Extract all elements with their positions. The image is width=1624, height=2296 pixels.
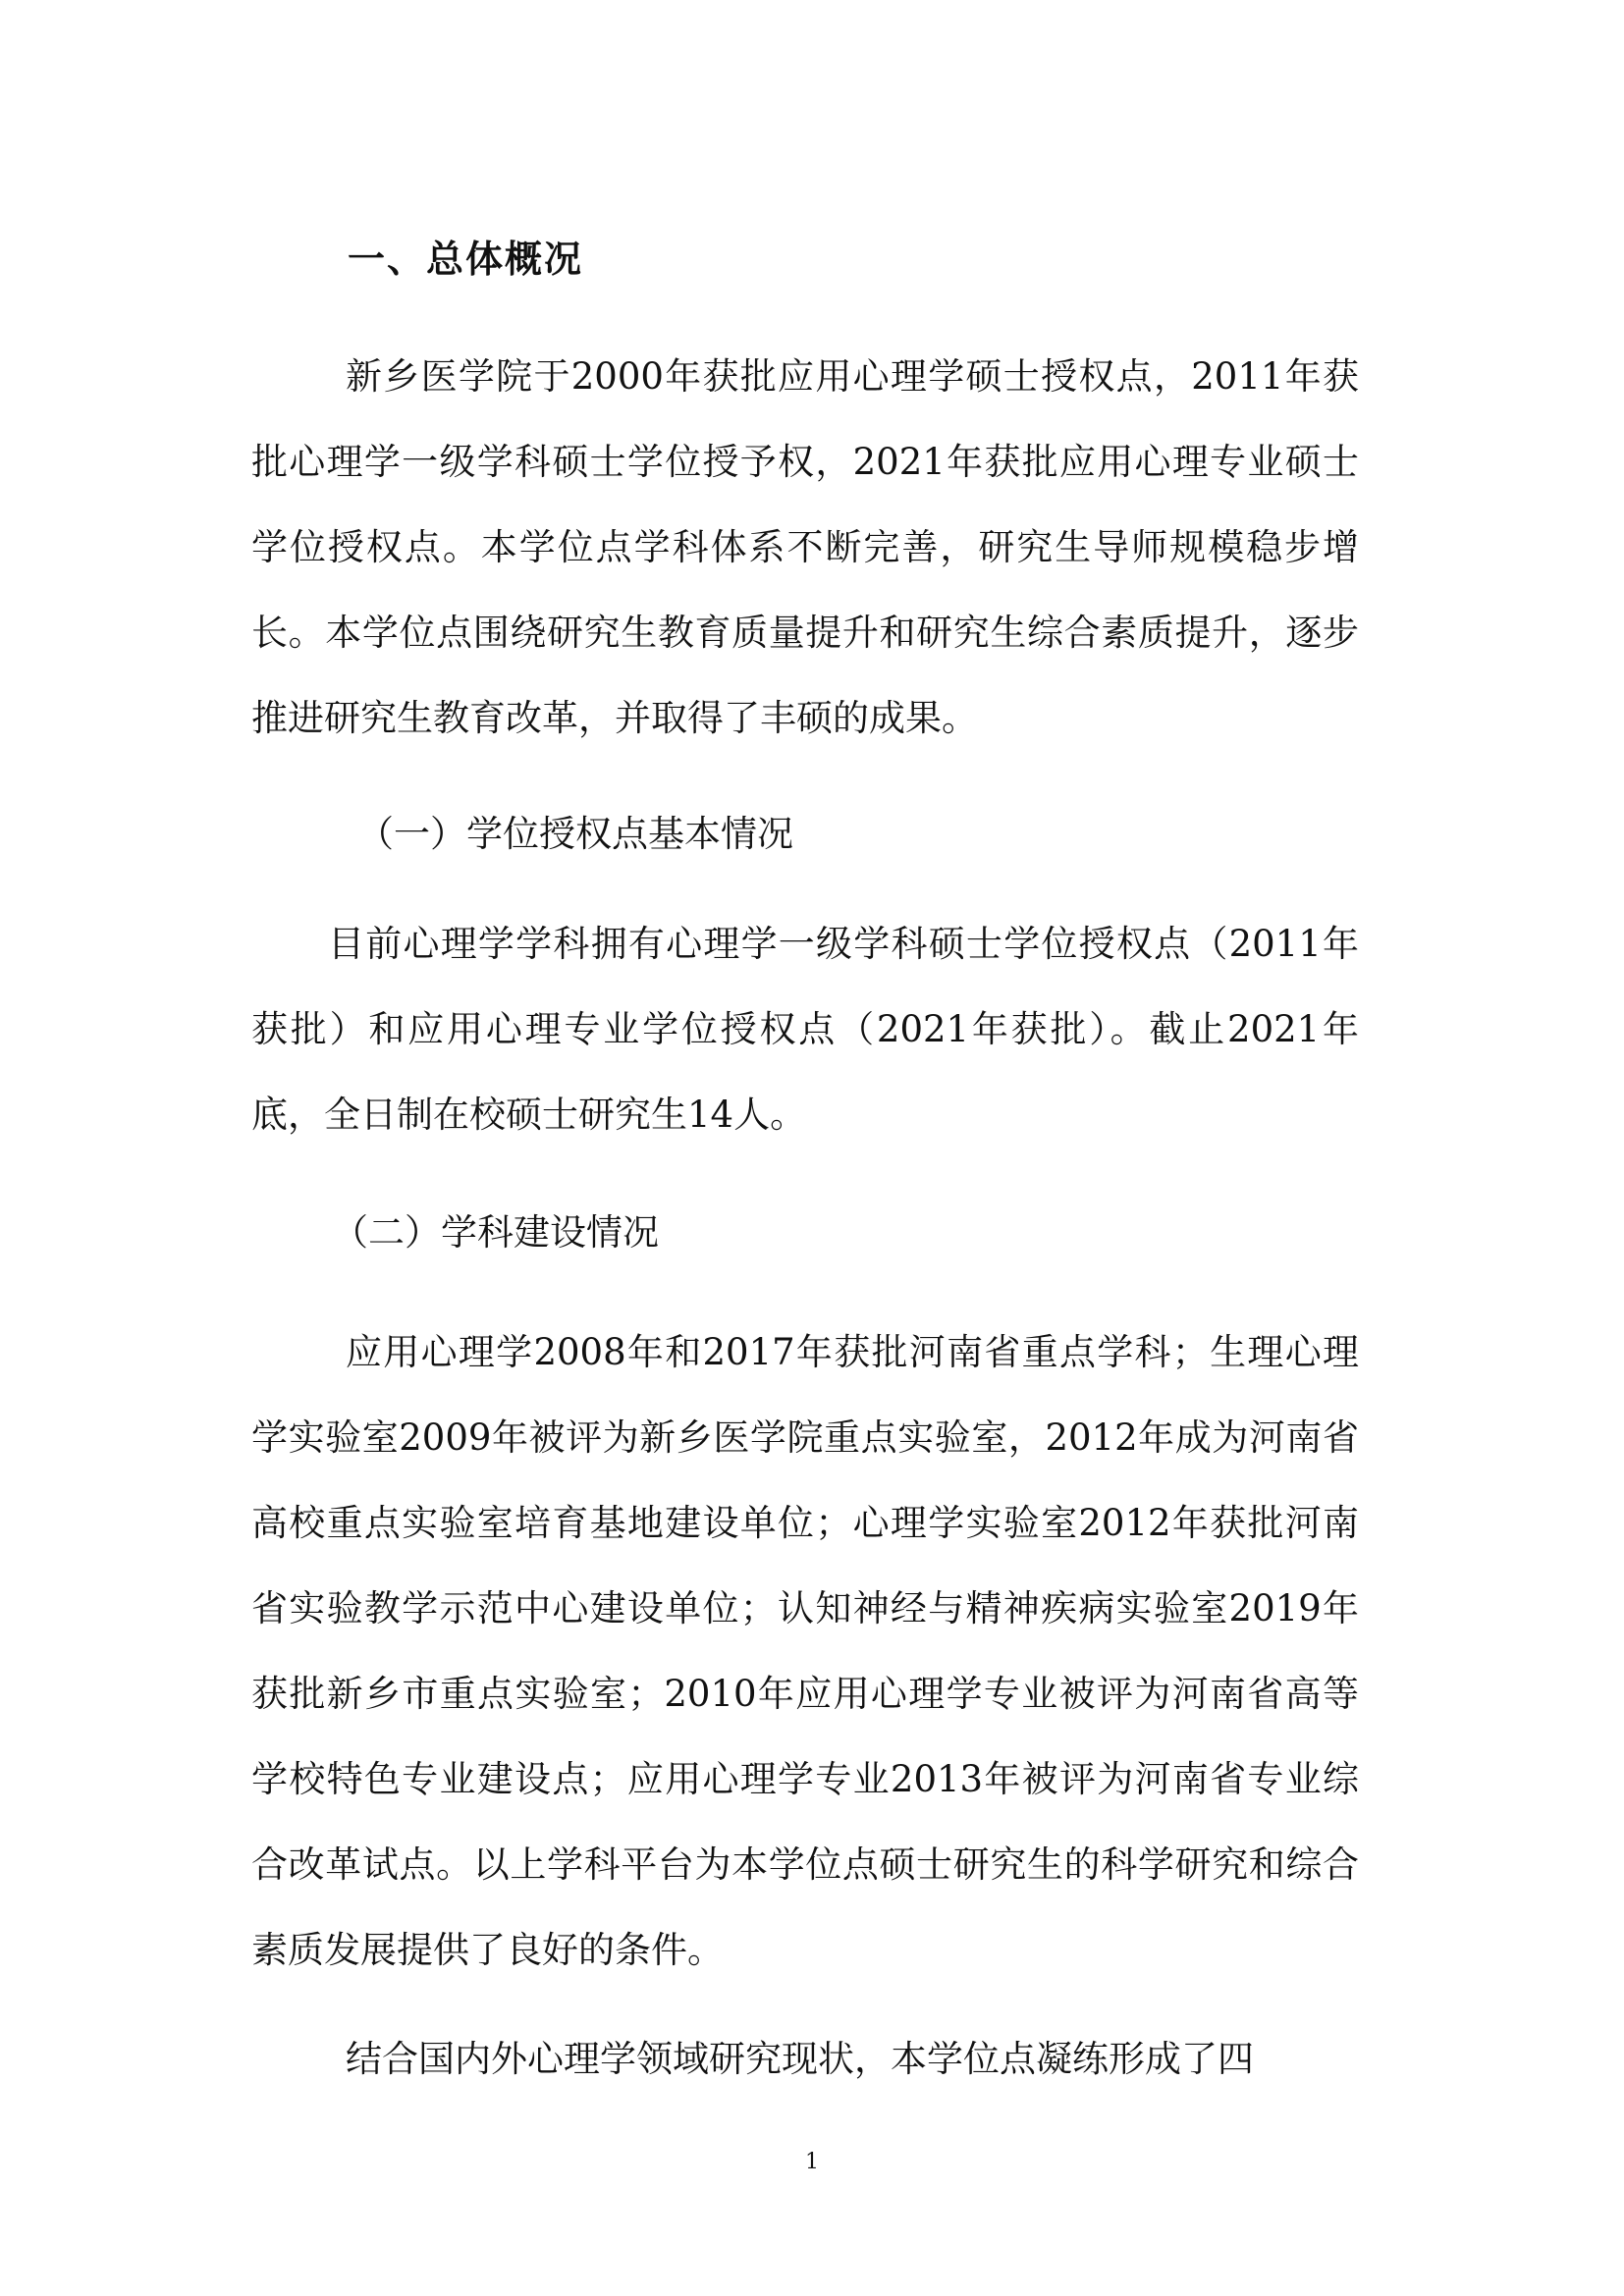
paragraph-discipline-construction: 应用心理学2008年和2017年获批河南省重点学科；生理心理学实验室2009年被评为新乡医学院重点实验室，2012年成为河南省高校重点实验室培育基地建设单位；心理学实验室2012年获批河南省实验教学示范中心建设单位；认知神经与精神疾病实验室2019年获批新乡市重点实验室；2010年应用心理学专业被评为河南省高等学校特色专业建设点；应用心理学专业2013年被评为河南省专业综合改革试点。以上学科平台为本学位点硕士研究生的科学研究和综合素质发展提供了良好的条件。 <box>251 1331 1359 1971</box>
paragraph-degree-authorization: 目前心理学学科拥有心理学一级学科硕士学位授权点（2011年获批）和应用心理专业学位授权点（2021年获批）。截止2021年底，全日制在校硕士研究生14人。 <box>251 923 1359 1136</box>
subheading-degree-authorization: （一）学位授权点基本情况 <box>357 813 793 855</box>
page-number: 1 <box>805 2150 819 2174</box>
paragraph-overview: 新乡医学院于2000年获批应用心理学硕士授权点，2011年获批心理学一级学科硕士学位授予权，2021年获批应用心理专业硕士学位授权点。本学位点学科体系不断完善，研究生导师规模稳步增长。本学位点围绕研究生教育质量提升和研究生综合素质提升，逐步推进研究生教育改革，并取得了丰硕的成果。 <box>251 355 1359 739</box>
paragraph-research-directions: 结合国内外心理学领域研究现状，本学位点凝练形成了四 <box>346 2038 1254 2080</box>
subheading-discipline-construction: （二）学科建设情况 <box>332 1211 659 1254</box>
section-heading: 一、总体概况 <box>348 238 584 281</box>
